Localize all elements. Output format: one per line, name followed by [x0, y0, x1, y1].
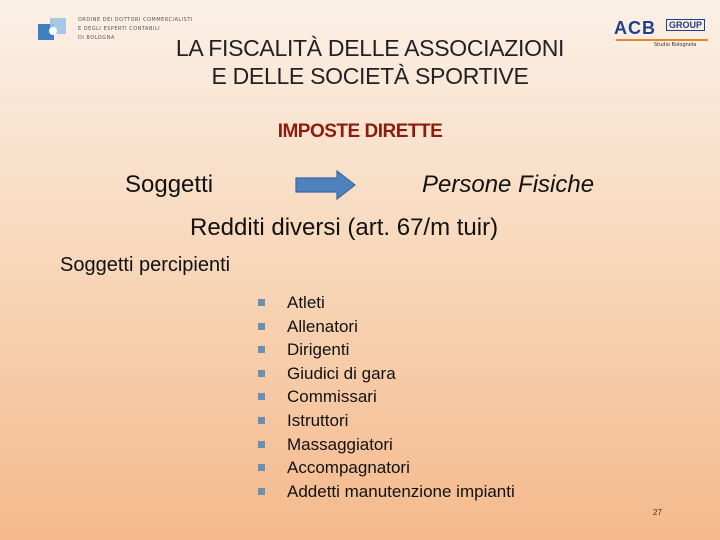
list-item-label: Allenatori: [287, 316, 358, 336]
bullet-icon: [258, 346, 265, 353]
list-item-label: Accompagnatori: [287, 458, 410, 478]
page-number: 27: [653, 508, 662, 517]
list-item: [258, 480, 515, 504]
odcec-logo-mark-icon: [38, 16, 68, 46]
slide-title-line1: LA FISCALITÀ DELLE ASSOCIAZIONI: [175, 35, 565, 61]
bullet-icon: [258, 393, 265, 400]
bullet-icon: [258, 488, 265, 495]
list-item-label: Istruttori: [287, 410, 349, 430]
acb-logo-bar: [616, 39, 708, 41]
bullet-icon: [258, 323, 265, 330]
list-item-label: Commissari: [287, 387, 377, 407]
odcec-logo-line: E DEGLI ESPERTI CONTABILI: [78, 26, 161, 32]
list-item-label: Addetti manutenzione impianti: [287, 481, 515, 501]
odcec-logo-line: ORDINE DEI DOTTORI COMMERCIALISTI: [78, 17, 193, 23]
acb-logo-brand: ACB: [614, 18, 656, 38]
list-item: [258, 315, 515, 339]
bullet-icon: [258, 464, 265, 471]
list-item: [258, 409, 515, 433]
list-item: [258, 362, 515, 386]
list-item: [258, 433, 515, 457]
odcec-logo-line: DI BOLOGNA: [78, 35, 115, 41]
list-item-label: Atleti: [287, 293, 325, 312]
list-item: [258, 338, 515, 362]
subheading: Redditi diversi (art. 67/m tuir): [190, 214, 499, 241]
right-arrow-icon: [295, 170, 357, 200]
list-item: [258, 385, 515, 409]
list-item: [258, 456, 515, 480]
relation-right-label: Persone Fisiche: [422, 171, 595, 198]
acb-group-logo: [614, 18, 710, 48]
bullet-icon: [258, 299, 265, 306]
bullet-icon: [258, 417, 265, 424]
bullet-icon: [258, 441, 265, 448]
list-item-label: Massaggiatori: [287, 434, 393, 454]
list-item-label: Dirigenti: [287, 340, 350, 360]
list-item: [258, 291, 515, 315]
acb-logo-group: GROUP: [666, 19, 705, 31]
list-label: Soggetti percipienti: [60, 254, 231, 276]
section-heading: IMPOSTE DIRETTE: [277, 121, 443, 142]
slide-title-line2: E DELLE SOCIETÀ SPORTIVE: [211, 63, 529, 89]
relation-left-label: Soggetti: [125, 171, 214, 198]
odcec-logo-text: [78, 16, 193, 43]
list-item-label: Giudici di gara: [287, 363, 396, 383]
bullet-icon: [258, 370, 265, 377]
acb-logo-subtitle: Studio Bolognola: [654, 42, 697, 48]
slide-title: [150, 34, 590, 90]
percipienti-list: [258, 291, 515, 503]
odcec-logo: [38, 14, 193, 48]
